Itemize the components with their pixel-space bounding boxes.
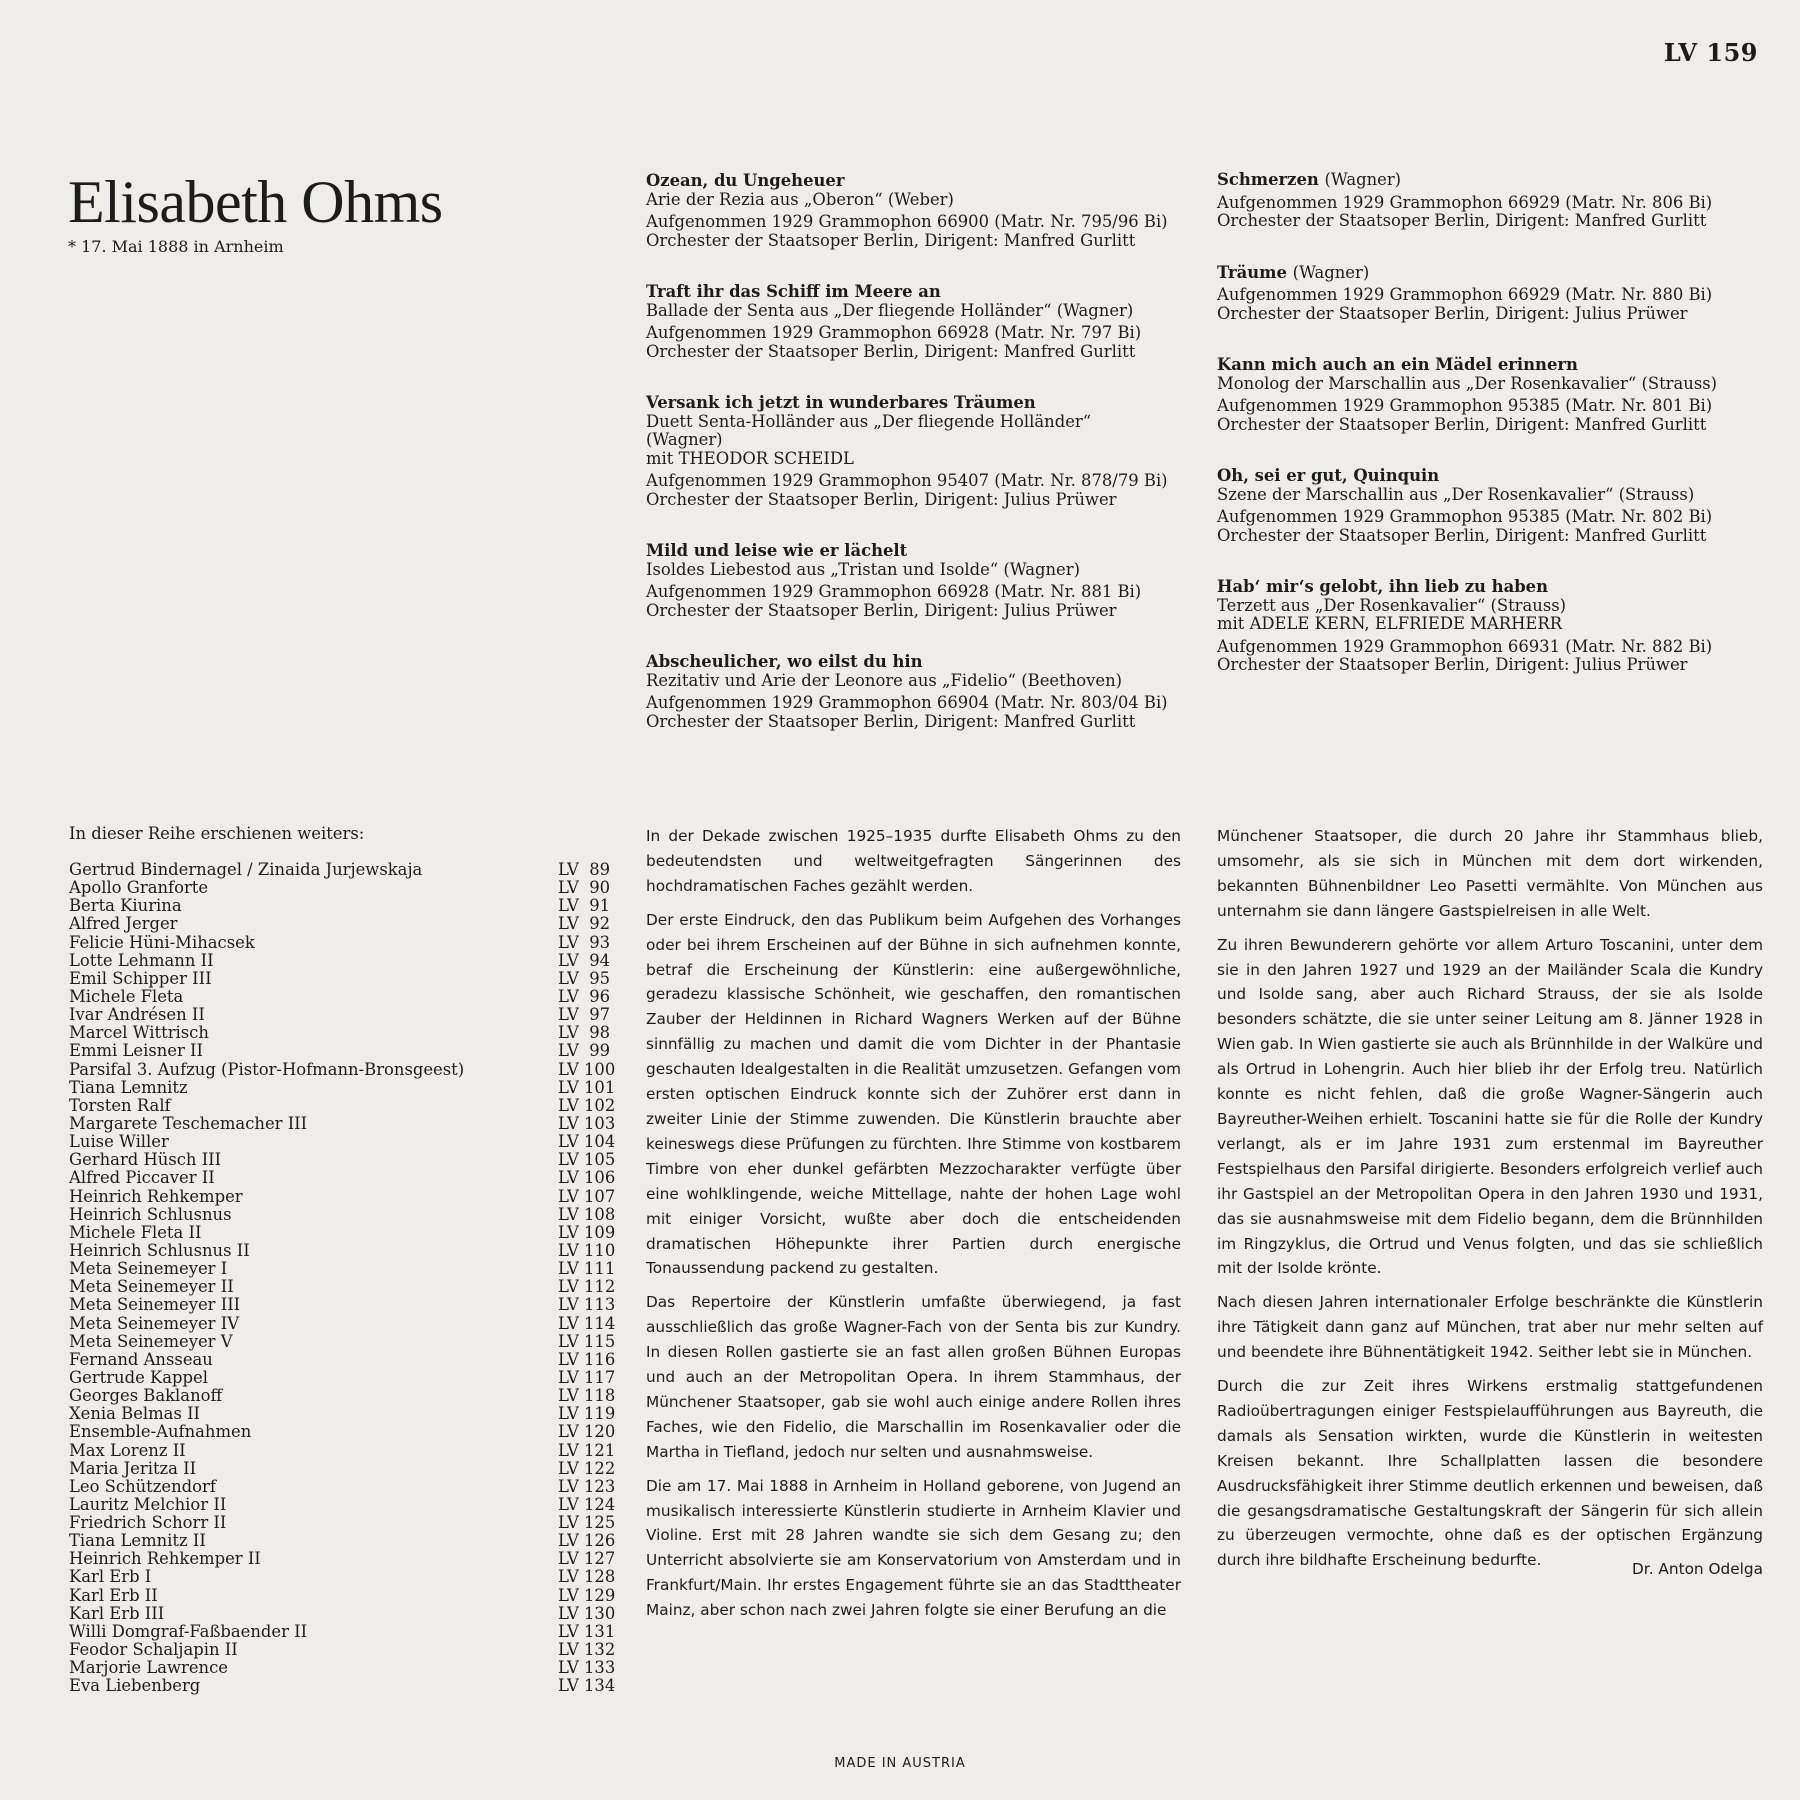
series-number: LV 131	[558, 1621, 616, 1641]
series-number: LV 89	[558, 860, 611, 879]
series-number: LV 123	[558, 1476, 616, 1496]
track-title-text: Schmerzen	[1217, 170, 1319, 189]
track-title	[1217, 578, 1762, 597]
artist-name: Elisabeth Ohms	[68, 169, 443, 235]
series-name: Meta Seinemeyer IV	[69, 1314, 240, 1333]
series-name: Gerhard Hüsch III	[69, 1151, 222, 1170]
series-name: Berta Kiurina	[69, 897, 182, 916]
series-number: LV 100	[558, 1059, 616, 1079]
series-row	[69, 1151, 624, 1169]
series-name: Max Lorenz II	[69, 1441, 186, 1460]
series-number: LV 92	[558, 914, 611, 934]
catalog-number: LV 159	[1663, 38, 1758, 67]
series-list	[69, 824, 624, 1695]
series-row	[69, 1405, 624, 1423]
track-description: (Wagner)	[646, 430, 723, 449]
series-row	[69, 1514, 624, 1532]
series-row	[69, 934, 624, 952]
series-rows	[69, 861, 624, 1695]
track-entry	[646, 394, 1191, 509]
series-row	[69, 1568, 624, 1586]
series-number: LV 93	[558, 932, 611, 952]
track-title	[646, 653, 1191, 672]
series-number: LV 90	[558, 878, 611, 898]
track-description: mit THEODOR SCHEIDL	[646, 448, 854, 468]
series-number: LV 117	[558, 1367, 616, 1387]
series-name: Marjorie Lawrence	[69, 1659, 228, 1678]
series-row	[69, 1169, 624, 1187]
track-orchestra: Orchester der Staatsoper Berlin, Dirigent: Manfred Gurlitt	[1217, 211, 1707, 230]
series-number: LV 94	[558, 950, 611, 970]
essay-paragraph: Nach diesen Jahren internationaler Erfolge beschränkte die Künstlerin ihre Tätigkeit dann ganz auf München, trat aber nur mehr selten auf und beendete ihre Bühnentätigkeit 1942. Seither lebt sie in München.	[1217, 1293, 1763, 1362]
series-number: LV 119	[558, 1404, 616, 1424]
series-number: LV 102	[558, 1095, 616, 1115]
track-entry	[1217, 264, 1762, 324]
series-row	[69, 1224, 624, 1242]
track-description: Arie der Rezia aus „Oberon“ (Weber)	[646, 189, 954, 209]
series-number: LV 115	[558, 1331, 616, 1351]
series-name: Georges Baklanoff	[69, 1387, 223, 1406]
track-title	[646, 542, 1191, 561]
series-name: Meta Seinemeyer III	[69, 1296, 241, 1315]
track-description: Monolog der Marschallin aus „Der Rosenkavalier“ (Strauss)	[1217, 373, 1718, 393]
series-number: LV 104	[558, 1132, 616, 1152]
series-name: Tiana Lemnitz II	[69, 1532, 206, 1551]
series-row	[69, 1369, 624, 1387]
track-description: Isoldes Liebestod aus „Tristan und Isolde“ (Wagner)	[646, 559, 1080, 579]
track-list-right	[1217, 171, 1762, 708]
series-row	[69, 1532, 624, 1550]
series-number: LV 122	[558, 1458, 616, 1478]
series-name: Apollo Granforte	[69, 879, 209, 898]
series-number: LV 125	[558, 1513, 616, 1533]
series-name: Lauritz Melchior II	[69, 1495, 227, 1514]
track-recording: Aufgenommen 1929 Grammophon 66900 (Matr. Nr. 795/96 Bi)	[646, 212, 1168, 231]
series-name: Feodor Schaljapin II	[69, 1641, 238, 1660]
track-composer: (Wagner)	[1324, 170, 1402, 189]
series-name: Heinrich Schlusnus II	[69, 1241, 250, 1260]
track-orchestra: Orchester der Staatsoper Berlin, Dirigent: Manfred Gurlitt	[646, 711, 1136, 731]
series-number: LV 91	[558, 896, 611, 916]
series-number: LV 101	[558, 1077, 616, 1097]
series-row	[69, 1641, 624, 1659]
series-name: Felicie Hüni-Mihacsek	[69, 933, 255, 952]
birth-info: * 17. Mai 1888 in Arnheim	[68, 237, 284, 256]
track-title	[1217, 264, 1762, 283]
track-description: Duett Senta-Holländer aus „Der fliegende Holländer“	[646, 411, 1092, 431]
track-entry	[1217, 171, 1762, 231]
series-row	[69, 1006, 624, 1024]
series-number: LV 130	[558, 1603, 616, 1623]
series-number: LV 105	[558, 1150, 616, 1170]
track-title-text: Mild und leise wie er lächelt	[646, 541, 908, 560]
essay-column-right	[1217, 824, 1763, 1582]
series-number: LV 132	[558, 1640, 616, 1660]
series-name: Tiana Lemnitz	[69, 1078, 188, 1097]
series-row	[69, 1460, 624, 1478]
track-title	[1217, 356, 1762, 375]
series-name: Gertrud Bindernagel / Zinaida Jurjewskaja	[69, 861, 423, 879]
series-number: LV 112	[558, 1277, 616, 1297]
series-row	[69, 915, 624, 933]
series-name: Alfred Piccaver II	[69, 1169, 215, 1188]
track-title-text: Traft ihr das Schiff im Meere an	[646, 282, 941, 301]
track-orchestra: Orchester der Staatsoper Berlin, Dirigent: Manfred Gurlitt	[1217, 525, 1707, 545]
series-number: LV 113	[558, 1295, 616, 1315]
series-number: LV 95	[558, 968, 611, 988]
track-recording: Aufgenommen 1929 Grammophon 95385 (Matr. Nr. 801 Bi)	[1217, 396, 1713, 415]
series-name: Willi Domgraf-Faßbaender II	[69, 1622, 308, 1641]
track-description: Terzett aus „Der Rosenkavalier“ (Strauss)	[1217, 595, 1567, 615]
series-row	[69, 1387, 624, 1405]
series-name: Maria Jeritza II	[69, 1459, 197, 1478]
essay-paragraph: Durch die zur Zeit ihres Wirkens erstmalig stattgefundenen Radioübertragungen einiger Festspielaufführungen aus Bayreuth, die damals als Sensation wirkten, wurde die Künstlerin in weitesten Kreisen bekannt. Ihre Schallplatten lassen die besondere Ausdrucksfähigkeit ihrer Stimme deutlich erkennen und beweisen, daß die gesangsdramatische Gestaltungskraft der Sängerin für sich allein zu überzeugen vermochte, ohne daß es der optischen Ergänzung durch ihre bildhafte Erscheinung bedurfte.	[1217, 1377, 1763, 1570]
series-name: Emil Schipper III	[69, 969, 212, 988]
track-description: Ballade der Senta aus „Der fliegende Holländer“ (Wagner)	[646, 300, 1134, 320]
series-row	[69, 1097, 624, 1115]
series-name: Karl Erb I	[69, 1568, 152, 1587]
track-title	[1217, 467, 1762, 486]
series-row	[69, 861, 624, 879]
essay-paragraph: Das Repertoire der Künstlerin umfaßte überwiegend, ja fast ausschließlich das große Wagner-Fach von der Senta bis zur Kundry. In diesen Rollen gastierte sie an fast allen großen Bühnen Europas und auch an der Metropolitan Opera. In ihrem Stammhaus, der Münchener Staatsoper, gab sie wohl auch einige andere Rollen ihres Faches, wie den Fidelio, die Marschallin im Rosenkavalier oder die Martha in Tiefland, jedoch nur selten und ausnahmsweise.	[646, 1293, 1181, 1461]
series-name: Eva Liebenberg	[69, 1677, 201, 1696]
series-row	[69, 1296, 624, 1314]
track-title-text: Kann mich auch an ein Mädel erinnern	[1217, 355, 1578, 374]
series-number: LV 133	[558, 1658, 616, 1678]
series-row	[69, 1623, 624, 1641]
series-name: Emmi Leisner II	[69, 1042, 203, 1061]
series-row	[69, 1351, 624, 1369]
signature: Dr. Anton Odelga	[1632, 1560, 1763, 1579]
series-number: LV 97	[558, 1005, 611, 1025]
series-number: LV 116	[558, 1349, 616, 1369]
series-name: Friedrich Schorr II	[69, 1514, 227, 1533]
track-title	[1217, 171, 1762, 190]
series-name: Heinrich Rehkemper II	[69, 1550, 261, 1569]
track-title-text: Versank ich jetzt in wunderbares Träumen	[646, 393, 1036, 412]
track-entry	[1217, 578, 1762, 675]
made-in-label: MADE IN AUSTRIA	[834, 1756, 966, 1771]
series-row	[69, 1115, 624, 1133]
series-row	[69, 1442, 624, 1460]
essay-paragraph: Zu ihren Bewunderern gehörte vor allem Arturo Toscanini, unter dem sie in den Jahren 1927 und 1929 an der Mailänder Scala die Kundry und Isolde sang, aber auch Richard Strauss, der sie als Isolde besonders schätzte, die sie unter seiner Leitung am 8. Jänner 1928 in Wien gab. In Wien gastierte sie auch als Brünnhilde in der Walküre und als Ortrud in Lohengrin. Auch hier blieb ihr der Erfolg treu. Natürlich konnte es nicht fehlen, daß die große Wagner-Sängerin auch Bayreuther-Weihen erhielt. Toscanini hatte sie für die Rolle der Kundry verlangt, als er im Jahre 1931 zum erstenmal im Bayreuther Festspielhaus den Parsifal dirigierte. Besonders erfolgreich verlief auch ihr Gastspiel an der Metropolitan Opera in den Jahren 1930 und 1931, das sie ausnahmsweise mit dem Fidelio begann, dem die Brünnhilden im Ringzyklus, die Ortrud und Venus folgten, und das sie schließlich mit der Isolde krönte.	[1217, 935, 1763, 1278]
track-description: Szene der Marschallin aus „Der Rosenkavalier“ (Strauss)	[1217, 484, 1695, 504]
series-number: LV 134	[558, 1676, 616, 1696]
series-number: LV 109	[558, 1222, 616, 1242]
series-row	[69, 1133, 624, 1151]
series-name: Margarete Teschemacher III	[69, 1114, 308, 1133]
track-title-text: Ozean, du Ungeheuer	[646, 171, 845, 190]
essay-column-middle	[646, 824, 1181, 1632]
series-name: Michele Fleta II	[69, 1223, 202, 1242]
series-name: Michele Fleta	[69, 987, 184, 1006]
track-title-text: Hab‘ mir‘s gelobt, ihn lieb zu haben	[1217, 577, 1549, 596]
series-number: LV 124	[558, 1494, 616, 1514]
series-name: Heinrich Rehkemper	[69, 1187, 243, 1206]
track-composer: (Wagner)	[1292, 262, 1370, 282]
track-orchestra: Orchester der Staatsoper Berlin, Dirigent: Manfred Gurlitt	[646, 230, 1136, 250]
series-name: Heinrich Schlusnus	[69, 1205, 232, 1224]
track-recording: Aufgenommen 1929 Grammophon 95385 (Matr. Nr. 802 Bi)	[1217, 507, 1713, 526]
series-name: Meta Seinemeyer I	[69, 1260, 228, 1279]
track-recording: Aufgenommen 1929 Grammophon 66928 (Matr. Nr. 797 Bi)	[646, 323, 1142, 342]
series-row	[69, 1605, 624, 1623]
series-number: LV 114	[558, 1313, 616, 1333]
track-recording: Aufgenommen 1929 Grammophon 66931 (Matr. Nr. 882 Bi)	[1217, 636, 1713, 656]
track-description: Rezitativ und Arie der Leonore aus „Fidelio“ (Beethoven)	[646, 670, 1123, 690]
series-name: Fernand Ansseau	[69, 1350, 213, 1369]
track-entry	[646, 172, 1191, 250]
essay-paragraph: Der erste Eindruck, den das Publikum beim Aufgehen des Vorhanges oder bei ihrem Erscheinen auf der Bühne in sich aufnehmen konnte, betraf die Erscheinung der Künstlerin: eine außergewöhnliche, geradezu klassische Schönheit, wie geschaffen, den romantischen Zauber der Heldinnen in Richard Wagners Werken auf der Bühne sinnfällig zu machen und damit die vom Dichter in der Phantasie geschauten Idealgestalten in die Realität umzusetzen. Gefangen vom ersten optischen Eindruck konnte sich der Zuhörer erst dann in zweiter Linie der Stimme zuwenden. Die Künstlerin brauchte aber keineswegs diese Prüfungen zu fürchten. Ihre Stimme von kostbarem Timbre von eher dunkel gefärbten Mezzocharakter verfügte über eine wohlklingende, weiche Mittellage, nahte der hohen Lage wohl mit einiger Vorsicht, wußte aber doch die entscheidenden dramatischen Höhepunkte ihrer Partien durch energische Tonaussendung packend zu gestalten.	[646, 910, 1181, 1278]
series-number: LV 129	[558, 1585, 616, 1605]
series-number: LV 99	[558, 1041, 611, 1061]
essay-paragraph: Die am 17. Mai 1888 in Arnheim in Holland geborene, von Jugend an musikalisch interessierte Künstlerin studierte in Arnheim Klavier und Violine. Erst mit 28 Jahren wandte sie sich dem Gesang zu; den Unterricht absolvierte sie am Konservatorium von Amsterdam und in Frankfurt/Main. Ihr erstes Engagement führte sie an das Stadttheater Mainz, aber schon nach zwei Jahren folgte sie einer Berufung an die	[646, 1476, 1181, 1620]
track-recording: Aufgenommen 1929 Grammophon 66904 (Matr. Nr. 803/04 Bi)	[646, 693, 1168, 712]
track-description: mit ADELE KERN, ELFRIEDE MARHERR	[1217, 614, 1563, 633]
series-number: LV 127	[558, 1549, 616, 1569]
series-number: LV 98	[558, 1023, 611, 1043]
series-row	[69, 1242, 624, 1260]
series-row	[69, 1587, 624, 1605]
series-row	[69, 952, 624, 970]
series-name: Meta Seinemeyer II	[69, 1278, 234, 1297]
series-row	[69, 1550, 624, 1568]
series-name: Xenia Belmas II	[69, 1405, 201, 1424]
track-orchestra: Orchester der Staatsoper Berlin, Dirigent: Manfred Gurlitt	[646, 341, 1136, 361]
series-row	[69, 1061, 624, 1079]
track-entry	[646, 542, 1191, 620]
series-row	[69, 1677, 624, 1695]
series-name: Karl Erb II	[69, 1586, 158, 1605]
series-name: Gertrude Kappel	[69, 1368, 208, 1387]
track-entry	[1217, 467, 1762, 545]
series-row	[69, 1496, 624, 1514]
series-row	[69, 1024, 624, 1042]
series-row	[69, 1333, 624, 1351]
track-title-text: Abscheulicher, wo eilst du hin	[646, 652, 923, 671]
series-number: LV 118	[558, 1386, 616, 1406]
series-row	[69, 1260, 624, 1278]
series-number: LV 110	[558, 1240, 616, 1260]
series-number: LV 111	[558, 1259, 616, 1279]
series-number: LV 106	[558, 1168, 616, 1188]
track-title-text: Oh, sei er gut, Quinquin	[1217, 466, 1440, 485]
series-name: Leo Schützendorf	[69, 1477, 216, 1496]
series-name: Marcel Wittrisch	[69, 1024, 209, 1043]
series-number: LV 128	[558, 1567, 616, 1587]
series-name: Ivar Andrésen II	[69, 1006, 205, 1025]
series-row	[69, 988, 624, 1006]
series-row	[69, 1423, 624, 1441]
series-row	[69, 1478, 624, 1496]
series-name: Meta Seinemeyer V	[69, 1332, 233, 1351]
track-orchestra: Orchester der Staatsoper Berlin, Dirigent: Julius Prüwer	[646, 489, 1117, 509]
series-number: LV 120	[558, 1422, 616, 1442]
track-orchestra: Orchester der Staatsoper Berlin, Dirigent: Julius Prüwer	[1217, 655, 1688, 674]
track-entry	[1217, 356, 1762, 434]
series-number: LV 107	[558, 1186, 616, 1206]
series-name: Karl Erb III	[69, 1604, 165, 1623]
series-name: Ensemble-Aufnahmen	[69, 1423, 252, 1442]
track-recording: Aufgenommen 1929 Grammophon 66929 (Matr. Nr. 806 Bi)	[1217, 192, 1713, 212]
series-row	[69, 1042, 624, 1060]
track-title	[646, 172, 1191, 191]
track-list-middle	[646, 172, 1191, 764]
series-name: Lotte Lehmann II	[69, 951, 214, 970]
track-recording: Aufgenommen 1929 Grammophon 95407 (Matr. Nr. 878/79 Bi)	[646, 471, 1168, 490]
track-recording: Aufgenommen 1929 Grammophon 66928 (Matr. Nr. 881 Bi)	[646, 582, 1142, 601]
series-row	[69, 970, 624, 988]
series-row	[69, 1079, 624, 1097]
essay-paragraph: In der Dekade zwischen 1925–1935 durfte Elisabeth Ohms zu den bedeutendsten und weltweitgefragten Sängerinnen des hochdramatischen Faches gezählt werden.	[646, 827, 1181, 895]
track-orchestra: Orchester der Staatsoper Berlin, Dirigent: Manfred Gurlitt	[1217, 414, 1707, 434]
series-row	[69, 1206, 624, 1224]
track-recording: Aufgenommen 1929 Grammophon 66929 (Matr. Nr. 880 Bi)	[1217, 285, 1713, 304]
series-row	[69, 897, 624, 915]
series-number: LV 96	[558, 986, 611, 1006]
series-name: Alfred Jerger	[69, 915, 178, 934]
track-entry	[646, 653, 1191, 731]
series-number: LV 103	[558, 1113, 616, 1133]
series-name: Torsten Ralf	[69, 1096, 171, 1115]
series-number: LV 108	[558, 1204, 616, 1224]
track-orchestra: Orchester der Staatsoper Berlin, Dirigent: Julius Prüwer	[1217, 303, 1688, 323]
series-name: Luise Willer	[69, 1133, 169, 1152]
series-number: LV 126	[558, 1531, 616, 1551]
series-heading: In dieser Reihe erschienen weiters:	[69, 824, 365, 843]
series-number: LV 121	[558, 1440, 616, 1460]
track-title-text: Träume	[1217, 262, 1287, 282]
series-row	[69, 1188, 624, 1206]
track-entry	[646, 283, 1191, 361]
series-row	[69, 879, 624, 897]
series-row	[69, 1278, 624, 1296]
track-title	[646, 283, 1191, 302]
track-title	[646, 394, 1191, 413]
series-name: Parsifal 3. Aufzug (Pistor-Hofmann-Bronsgeest)	[69, 1060, 465, 1079]
series-row	[69, 1315, 624, 1333]
essay-paragraph: Münchener Staatsoper, die durch 20 Jahre ihr Stammhaus blieb, umsomehr, als sie sich in München mit dem dort wirkenden, bekannten Bühnenbildner Leo Pasetti vermählte. Von München aus unternahm sie dann längere Gastspielreisen in alle Welt.	[1217, 827, 1763, 920]
track-orchestra: Orchester der Staatsoper Berlin, Dirigent: Julius Prüwer	[646, 600, 1117, 620]
series-row	[69, 1659, 624, 1677]
